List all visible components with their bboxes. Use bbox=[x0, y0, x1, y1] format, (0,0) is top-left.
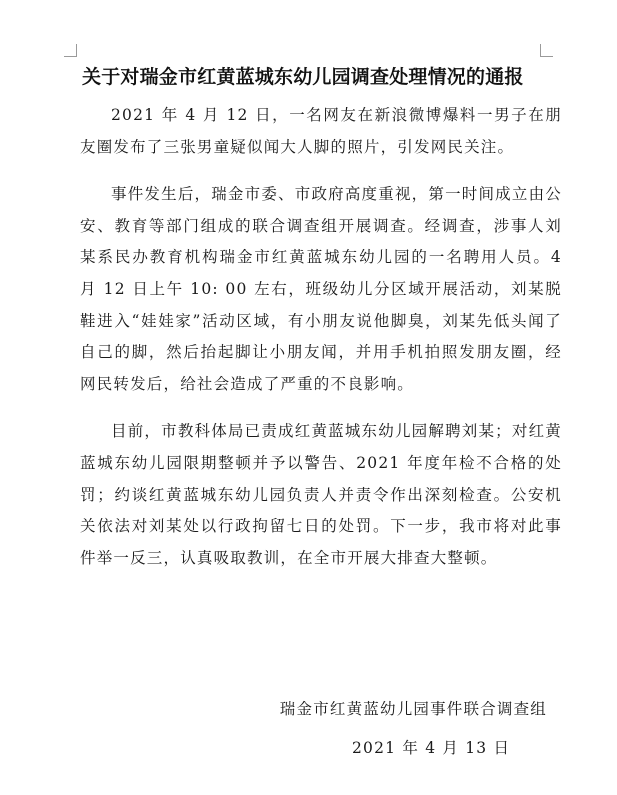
margin-corner-mark-left bbox=[64, 44, 77, 57]
margin-corner-mark-right bbox=[540, 44, 553, 57]
signature: 瑞金市红黄蓝幼儿园事件联合调查组 bbox=[279, 700, 547, 718]
paragraph-handling: 目前，市教科体局已责成红黄蓝城东幼儿园解聘刘某；对红黄蓝城东幼儿园限期整顿并予以警告、2021 年度年检不合格的处罚；约谈红黄蓝城东幼儿园负责人并责令作出深刻检查。公安机关依法对刘某处以行政拘留七日的处罚。下一步，我市将对此事件举一反三，认真吸取教训，在全市开展大排查大整顿。 bbox=[80, 422, 562, 567]
paragraph-investigation: 事件发生后，瑞金市委、市政府高度重视，第一时间成立由公安、教育等部门组成的联合调查组开展调查。经调查，涉事人刘某系民办教育机构瑞金市红黄蓝城东幼儿园的一名聘用人员。4 月 12 日上午 10: 00 左右，班级幼儿分区域开展活动，刘某脱鞋进入“娃娃家”活动区域，有小朋友说他脚臭，刘某先低头闻了自己的脚，然后抬起脚让小朋友闻，并用手机拍照发朋友圈，经网民转发后，给社会造成了严重的不良影响。 bbox=[80, 185, 562, 393]
document-body bbox=[80, 100, 562, 590]
document-title: 关于对瑞金市红黄蓝城东幼儿园调查处理情况的通报 bbox=[82, 66, 524, 88]
issue-date: 2021 年 4 月 13 日 bbox=[352, 739, 511, 757]
paragraph-incident: 2021 年 4 月 12 日，一名网友在新浪微博爆料一男子在朋友圈发布了三张男童疑似闻大人脚的照片，引发网民关注。 bbox=[80, 106, 562, 156]
